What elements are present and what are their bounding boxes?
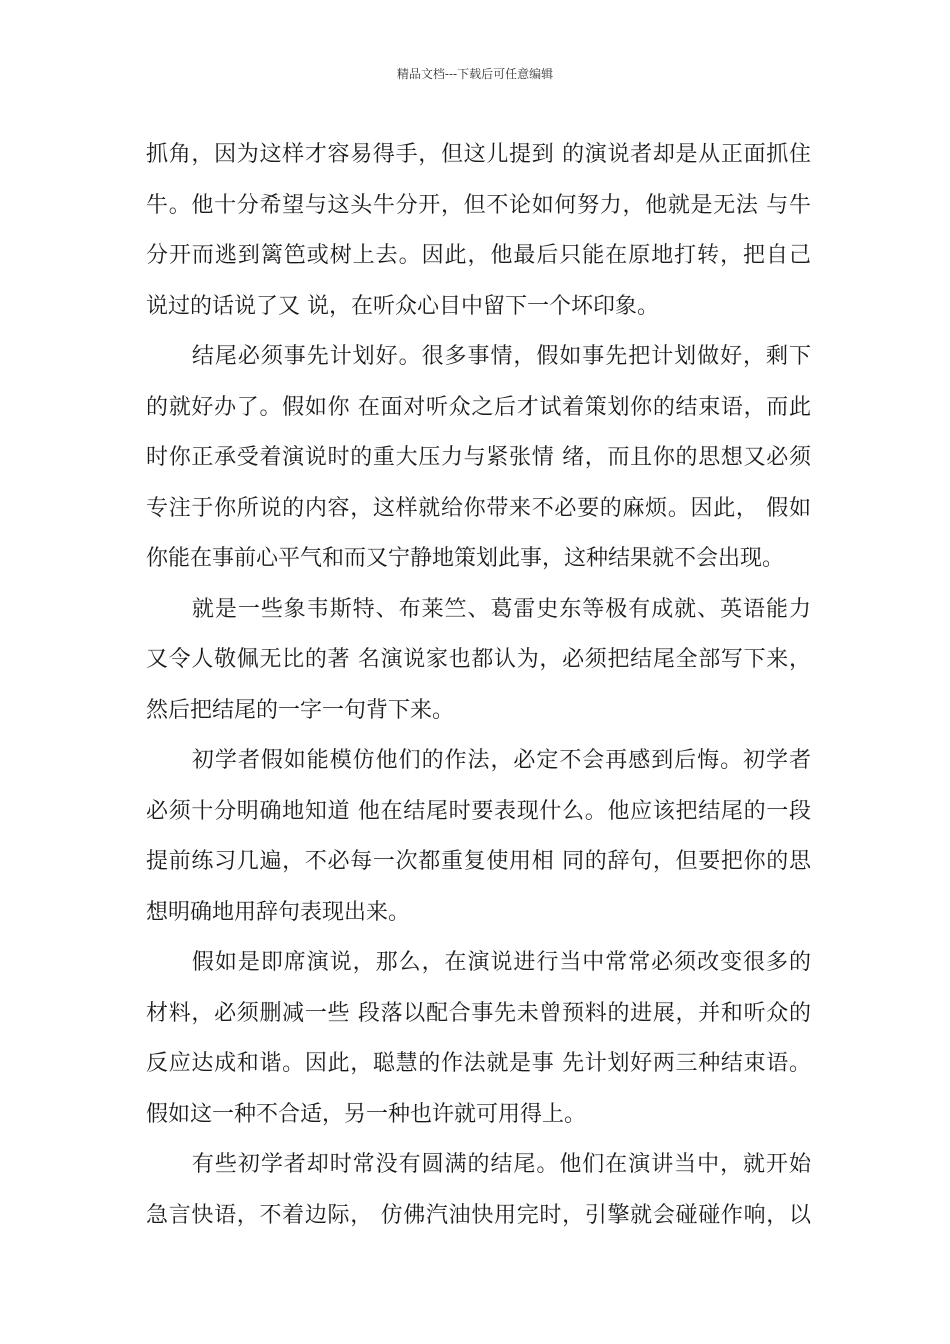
text-line: 时你正承受着演说时的重大压力与紧张情 绪，而且你的思想又必须 [146,445,811,470]
paragraph [146,585,811,737]
paragraph [146,130,811,332]
text-line: 分开而逃到篱笆或树上去。因此，他最后只能在原地打转，把自己 [146,243,811,268]
document-body [146,130,811,1241]
text-line: 的就好办了。假如你 在面对听众之后才试着策划你的结束语，而此 [146,394,811,420]
text-line: 想明确地用辞句表现出来。 [146,899,411,925]
text-line: 提前练习几遍，不必每一次都重复使用相 同的辞句，但要把你的思 [146,849,811,874]
text-line: 必须十分明确地知道 他在结尾时要表现什么。他应该把结尾的一段 [146,798,811,824]
text-line: 结尾必须事先计划好。很多事情，假如事先把计划做好，剩下 [146,344,811,369]
paragraph [146,938,811,1140]
text-line: 专注于你所说的内容，这样就给你带来不必要的麻烦。因此， 假如 [146,495,811,521]
text-line: 又令人敬佩无比的著 名演说家也都认为，必须把结尾全部写下来， [146,647,811,672]
text-line: 说过的话说了又 说，在听众心目中留下一个坏印象。 [146,293,659,319]
text-line: 反应达成和谐。因此，聪慧的作法就是事 先计划好两三种结束语。 [146,1051,811,1076]
text-line: 急言快语，不着边际， 仿佛汽油快用完时，引擎就会碰碰作响，以 [146,1202,811,1228]
paragraph [146,1140,811,1241]
text-line: 抓角，因为这样才容易得手，但这儿提到 的演说者却是从正面抓住 [146,142,811,167]
text-line: 你能在事前心平气和而又宁静地策划此事，这种结果就不会出现。 [146,546,785,571]
paragraph [146,332,811,585]
text-line: 牛。他十分希望与这头牛分开，但不论如何努力，他就是无法 与牛 [146,192,811,218]
text-line: 然后把结尾的一字一句背下来。 [146,697,455,723]
text-line: 初学者假如能模仿他们的作法，必定不会再感到后悔。初学者 [146,748,811,773]
paragraph [146,736,811,938]
text-line: 假如这一种不合适，另一种也许就可用得上。 [146,1101,587,1127]
text-line: 有些初学者却时常没有圆满的结尾。他们在演讲当中，就开始 [146,1152,811,1177]
text-line: 材料，必须删减一些 段落以配合事先未曾预料的进展，并和听众的 [146,1000,811,1026]
page-header: 精品文档---下载后可任意编辑 [396,67,554,81]
text-line: 假如是即席演说，那么，在演说进行当中常常必须改变很多的 [146,950,811,975]
text-line: 就是一些象韦斯特、布莱竺、葛雷史东等极有成就、英语能力 [146,596,811,622]
